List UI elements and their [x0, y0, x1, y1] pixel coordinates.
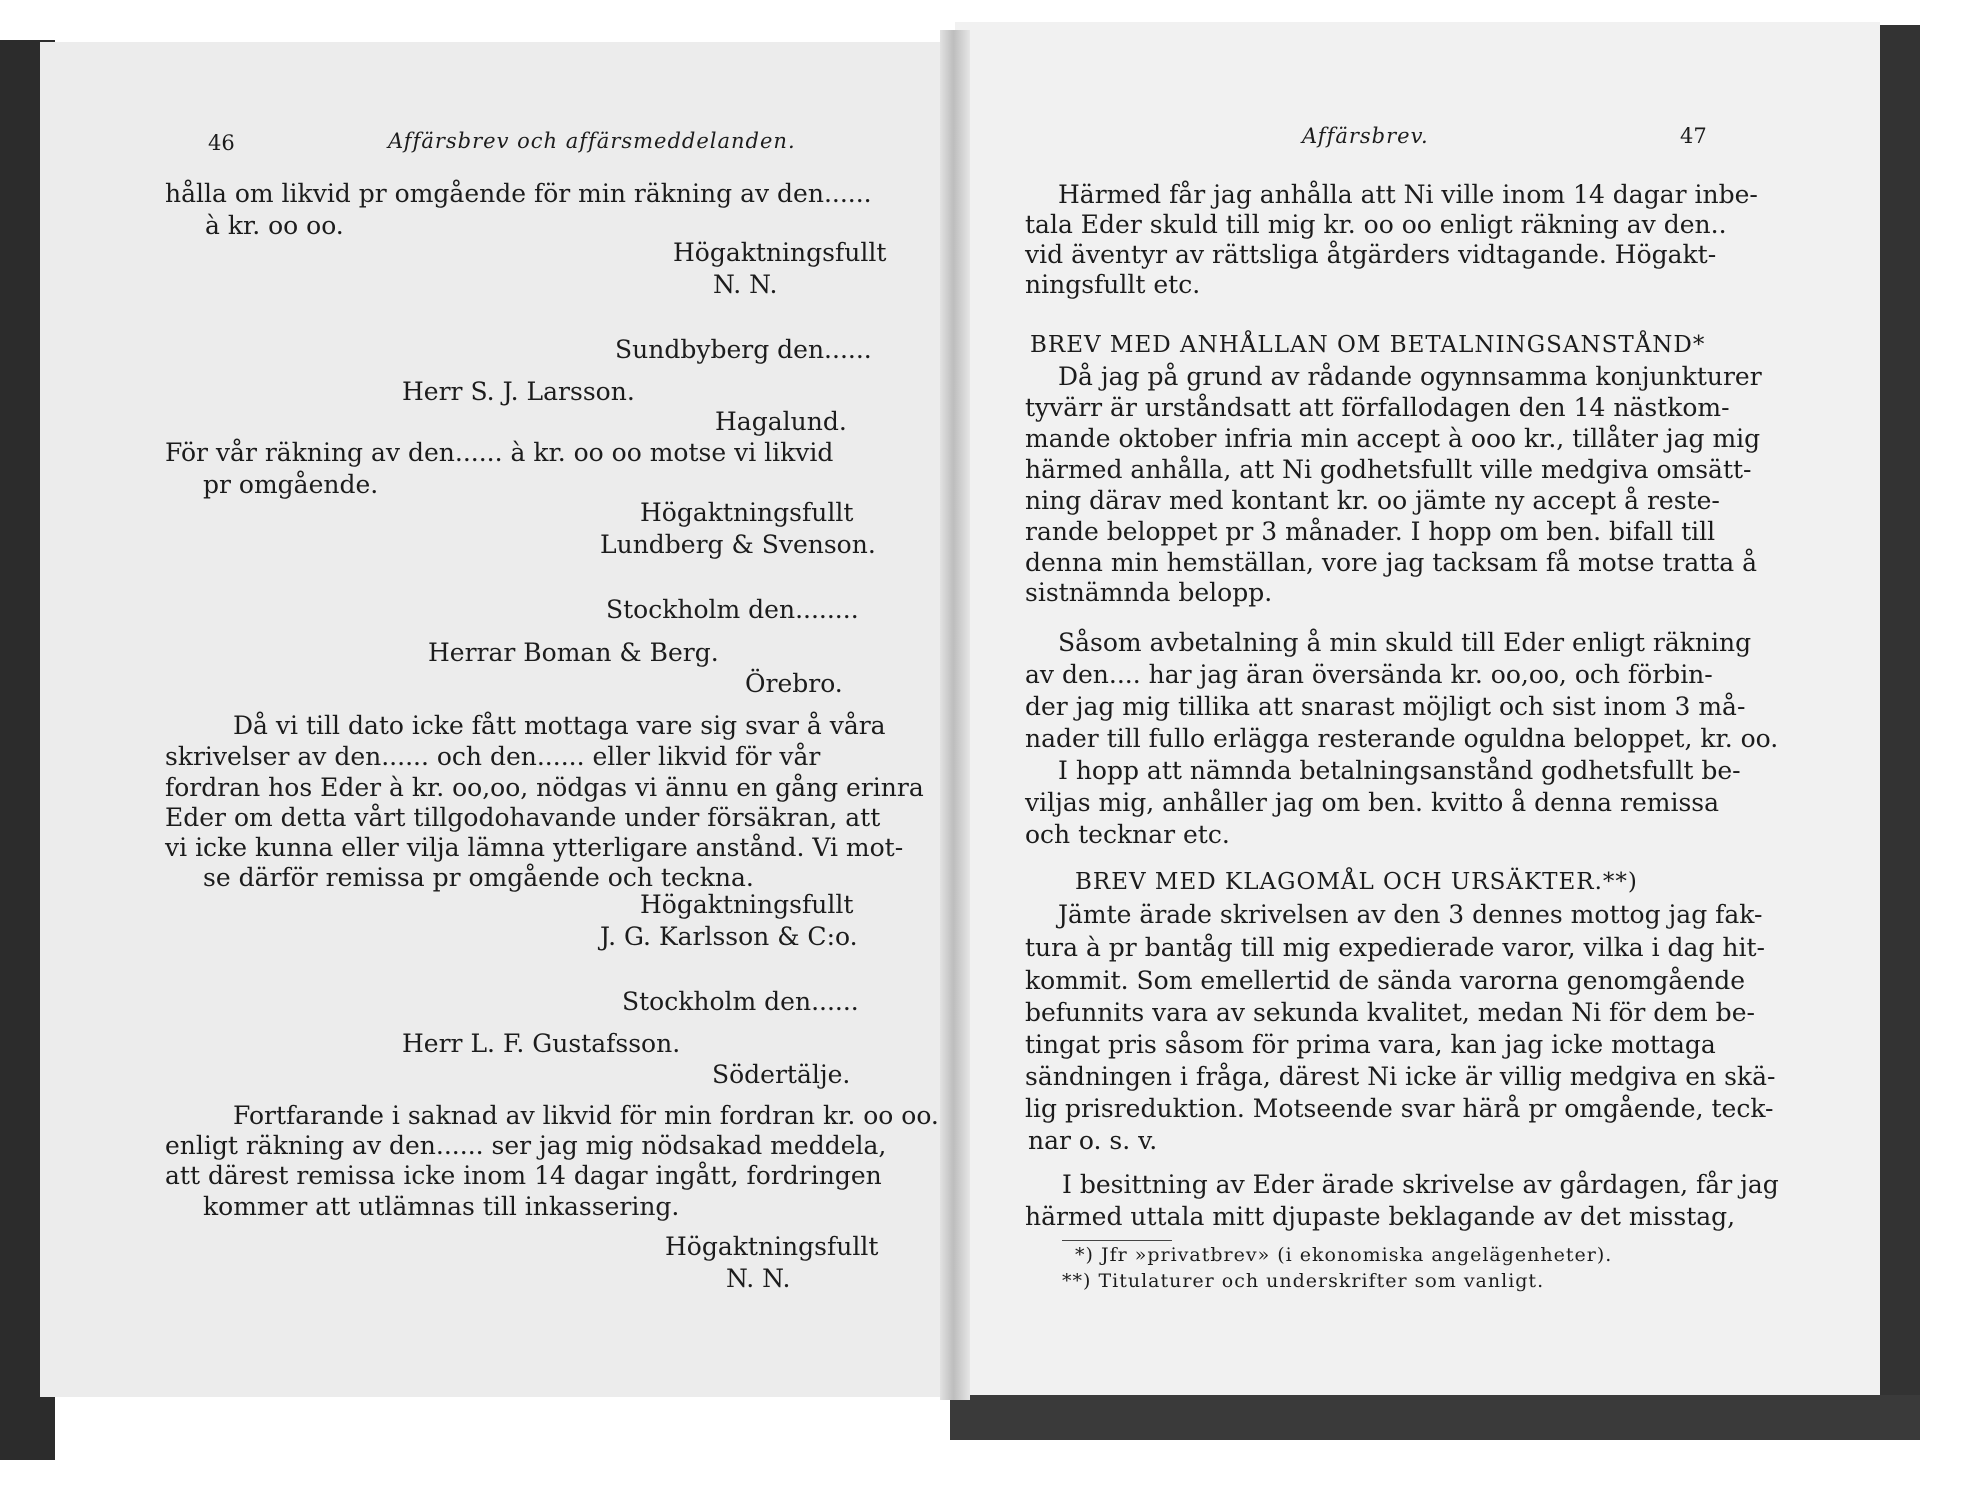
place-date-line: Sundbyberg den......: [615, 335, 872, 364]
text-line: mande oktober infria min accept à ooo kr., tillåter jag mig: [1025, 424, 1761, 453]
text-line: viljas mig, anhåller jag om ben. kvitto å denna remissa: [1025, 788, 1720, 817]
text-line: Eder om detta vårt tillgodohavande under försäkran, att: [165, 803, 881, 832]
text-line: ningsfullt etc.: [1025, 270, 1201, 299]
text-line: och tecknar etc.: [1025, 820, 1230, 849]
place-date-line: Stockholm den........: [606, 595, 859, 624]
text-line: fordran hos Eder à kr. oo,oo, nödgas vi ännu en gång erinra: [165, 773, 924, 802]
text-line: kommer att utlämnas till inkassering.: [203, 1192, 680, 1221]
text-line: Jämte ärade skrivelsen av den 3 dennes mottog jag fak-: [1058, 900, 1763, 929]
text-line: tala Eder skuld till mig kr. oo oo enligt räkning av den..: [1025, 210, 1727, 239]
address-place-line: Hagalund.: [715, 407, 847, 436]
text-line: kommit. Som emellertid de sända varorna genomgående: [1025, 966, 1746, 995]
text-line: pr omgående.: [203, 470, 379, 499]
signature-line: N. N.: [726, 1264, 791, 1293]
text-line: denna min hemställan, vore jag tacksam få motse tratta å: [1025, 548, 1758, 577]
text-line: I besittning av Eder ärade skrivelse av gårdagen, får jag: [1062, 1170, 1779, 1199]
text-line: Fortfarande i saknad av likvid för min fordran kr. oo oo.: [233, 1101, 939, 1130]
text-line: nar o. s. v.: [1028, 1126, 1158, 1155]
text-line: skrivelser av den...... och den...... eller likvid för vår: [165, 742, 821, 771]
text-line: härmed anhålla, att Ni godhetsfullt ville medgiva omsätt-: [1025, 455, 1752, 484]
text-line: lig prisreduktion. Motseende svar härå pr omgående, teck-: [1025, 1094, 1774, 1123]
footnote: *) Jfr »privatbrev» (i ekonomiska angelägenheter).: [1075, 1244, 1613, 1266]
text-line: Då jag på grund av rådande ogynnsamma konjunkturer: [1058, 362, 1762, 391]
text-line: I hopp att nämnda betalningsanstånd godhetsfullt be-: [1058, 756, 1741, 785]
closing-line: Högaktningsfullt: [665, 1232, 879, 1261]
text-line: tingat pris såsom för prima vara, kan jag icke mottaga: [1025, 1030, 1716, 1059]
addressee-line: Herr S. J. Larsson.: [402, 377, 635, 406]
place-date-line: Stockholm den......: [622, 987, 859, 1016]
book-gutter: [940, 30, 970, 1400]
page-number-right: 47: [1680, 124, 1707, 148]
text-line: nader till fullo erlägga resterande oguldna beloppet, kr. oo.: [1025, 724, 1779, 753]
text-line: tyvärr är urståndsatt att förfallodagen den 14 nästkom-: [1025, 393, 1730, 422]
address-place-line: Örebro.: [745, 669, 843, 698]
closing-line: Högaktningsfullt: [673, 238, 887, 267]
addressee-line: Herr L. F. Gustafsson.: [402, 1029, 681, 1058]
address-place-line: Södertälje.: [712, 1060, 851, 1089]
signature-line: Lundberg & Svenson.: [600, 530, 876, 559]
text-line: sistnämnda belopp.: [1025, 578, 1273, 607]
text-line: härmed uttala mitt djupaste beklagande av det misstag,: [1025, 1202, 1736, 1231]
text-line: à kr. oo oo.: [205, 211, 344, 240]
text-line: hålla om likvid pr omgående för min räkning av den......: [165, 179, 872, 208]
signature-line: J. G. Karlsson & C:o.: [600, 922, 858, 951]
page-number-left: 46: [208, 131, 235, 155]
text-line: Då vi till dato icke fått mottaga vare sig svar å våra: [233, 711, 886, 740]
text-line: ning därav med kontant kr. oo jämte ny accept å reste-: [1025, 486, 1720, 515]
closing-line: Högaktningsfullt: [640, 890, 854, 919]
addressee-line: Herrar Boman & Berg.: [428, 638, 719, 667]
text-line: befunnits vara av sekunda kvalitet, medan Ni för dem be-: [1025, 998, 1755, 1027]
text-line: sändningen i fråga, därest Ni icke är villig medgiva en skä-: [1025, 1062, 1776, 1091]
footnote: **) Titulaturer och underskrifter som vanligt.: [1062, 1270, 1545, 1292]
text-line: För vår räkning av den...... à kr. oo oo motse vi likvid: [165, 438, 834, 467]
text-line: vi icke kunna eller vilja lämna ytterligare anstånd. Vi mot-: [165, 833, 904, 862]
text-line: enligt räkning av den...... ser jag mig nödsakad meddela,: [165, 1131, 887, 1160]
book-cover-edge-right: [1880, 25, 1920, 1440]
section-title: BREV MED KLAGOMÅL OCH URSÄKTER.**): [1075, 869, 1638, 895]
text-line: av den.... har jag äran översända kr. oo,oo, och förbin-: [1025, 660, 1713, 689]
text-line: att därest remissa icke inom 14 dagar ingått, fordringen: [165, 1161, 882, 1190]
text-line: der jag mig tillika att snarast möjligt och sist inom 3 må-: [1025, 692, 1746, 721]
section-title: BREV MED ANHÅLLAN OM BETALNINGSANSTÅND*: [1030, 332, 1706, 358]
running-header-left: Affärsbrev och affärsmeddelanden.: [388, 129, 796, 153]
text-line: rande beloppet pr 3 månader. I hopp om ben. bifall till: [1025, 517, 1716, 546]
text-line: tura à pr bantåg till mig expedierade varor, vilka i dag hit-: [1025, 933, 1765, 962]
text-line: Såsom avbetalning å min skuld till Eder enligt räkning: [1058, 628, 1752, 657]
running-header-right: Affärsbrev.: [1302, 124, 1429, 148]
text-line: vid äventyr av rättsliga åtgärders vidtagande. Högakt-: [1025, 240, 1717, 269]
book-cover-edge-bottom: [950, 1395, 1920, 1440]
text-line: Härmed får jag anhålla att Ni ville inom 14 dagar inbe-: [1058, 180, 1758, 209]
text-line: se därför remissa pr omgående och teckna.: [203, 863, 754, 892]
closing-line: Högaktningsfullt: [640, 498, 854, 527]
signature-line: N. N.: [713, 270, 778, 299]
